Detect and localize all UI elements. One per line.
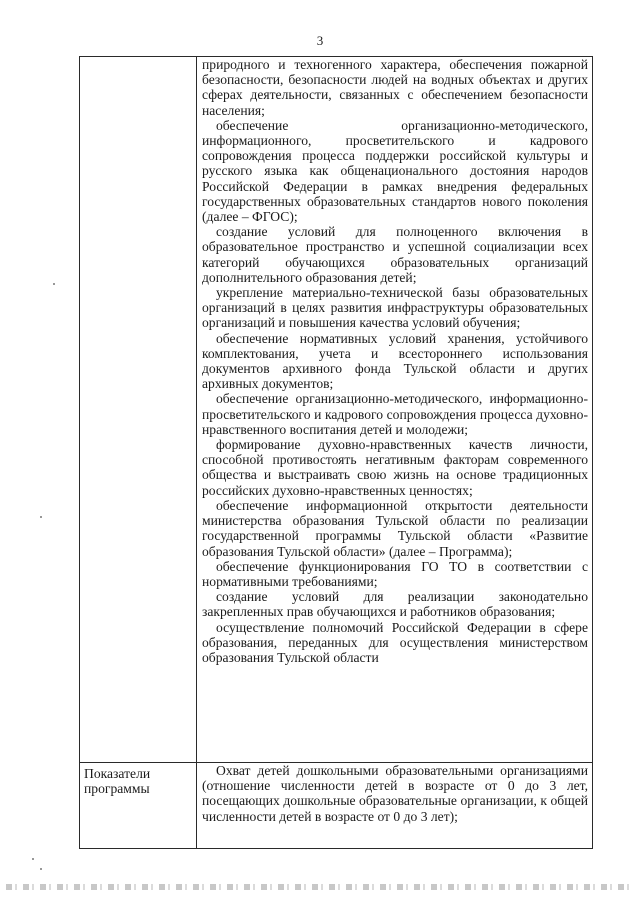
paragraph: укрепление материально-технической базы образовательных организаций в целях развития инфраструктуры образовательных организаций и повышения качества условий обучения; (202, 285, 588, 331)
row-content-cell (197, 57, 593, 763)
paragraph: обеспечение функционирования ГО ТО в соответствии с нормативными требованиями; (202, 558, 588, 589)
paragraph: создание условий для полноценного включения в образовательное пространство и успешной социализации всех категорий обучающихся образовательных организаций дополнительного образования детей; (202, 224, 588, 285)
scan-speck (40, 868, 42, 870)
scan-speck (32, 858, 34, 860)
scan-speck (53, 283, 55, 285)
row-label: Показатели программы (84, 766, 151, 797)
paragraph: обеспечение нормативных условий хранения, устойчивого комплектования, учета и всестороннего использования документов архивного фонда Тульской области и других архивных документов; (202, 330, 588, 392)
paragraph: создание условий для реализации законодательно закрепленных прав обучающихся и работников образования; (202, 589, 588, 620)
paragraph: обеспечение организационно-методического, информационно-просветительского и кадрового сопровождения процесса духовно-нравственного воспитания детей и молодежи; (202, 391, 588, 437)
scan-edge-noise (6, 884, 634, 890)
row-label (80, 57, 196, 60)
row-label-cell (80, 57, 197, 763)
program-passport-table (79, 56, 593, 849)
row-label-cell (80, 763, 197, 849)
page-number: 3 (316, 33, 324, 48)
paragraph-continuation: природного и техногенного характера, обеспечения пожарной безопасности, безопасности людей на водных объектах и других сферах деятельности, связанных с обеспечением безопасности населения; (202, 57, 588, 118)
table-row (80, 763, 593, 849)
paragraph: обеспечение информационной открытости деятельности министерства образования Тульской области по реализации государственной программы Тульской области «Развитие образования Тульской области» (далее – Программа); (202, 497, 588, 559)
table-row (80, 57, 593, 763)
paragraph: формирование духовно-нравственных качеств личности, способной противостоять негативным факторам современного общества и выстраивать свою жизнь на основе традиционных российских духовно-нравственных ценностях; (202, 437, 588, 498)
scan-speck (40, 516, 42, 518)
paragraph: осуществление полномочий Российской Федерации в сфере образования, переданных для осуществления министерством образования Тульской области (202, 619, 588, 665)
paragraph: обеспечение организационно-методического, информационного, просветительского и кадрового сопровождения процесса поддержки российской культуры и русского языка как общенационального достояния народов Российской Федерации в рамках внедрения федеральных государственных образовательных стандартов нового поколения (далее – ФГОС); (202, 117, 588, 225)
paragraph: Охват детей дошкольными образовательными организациями (отношение численности детей в возрасте от 0 до 3 лет, посещающих дошкольные образовательные организации, к общей численности детей в возрасте от 0 до 3 лет); (202, 763, 588, 824)
row-content-cell (197, 763, 593, 849)
